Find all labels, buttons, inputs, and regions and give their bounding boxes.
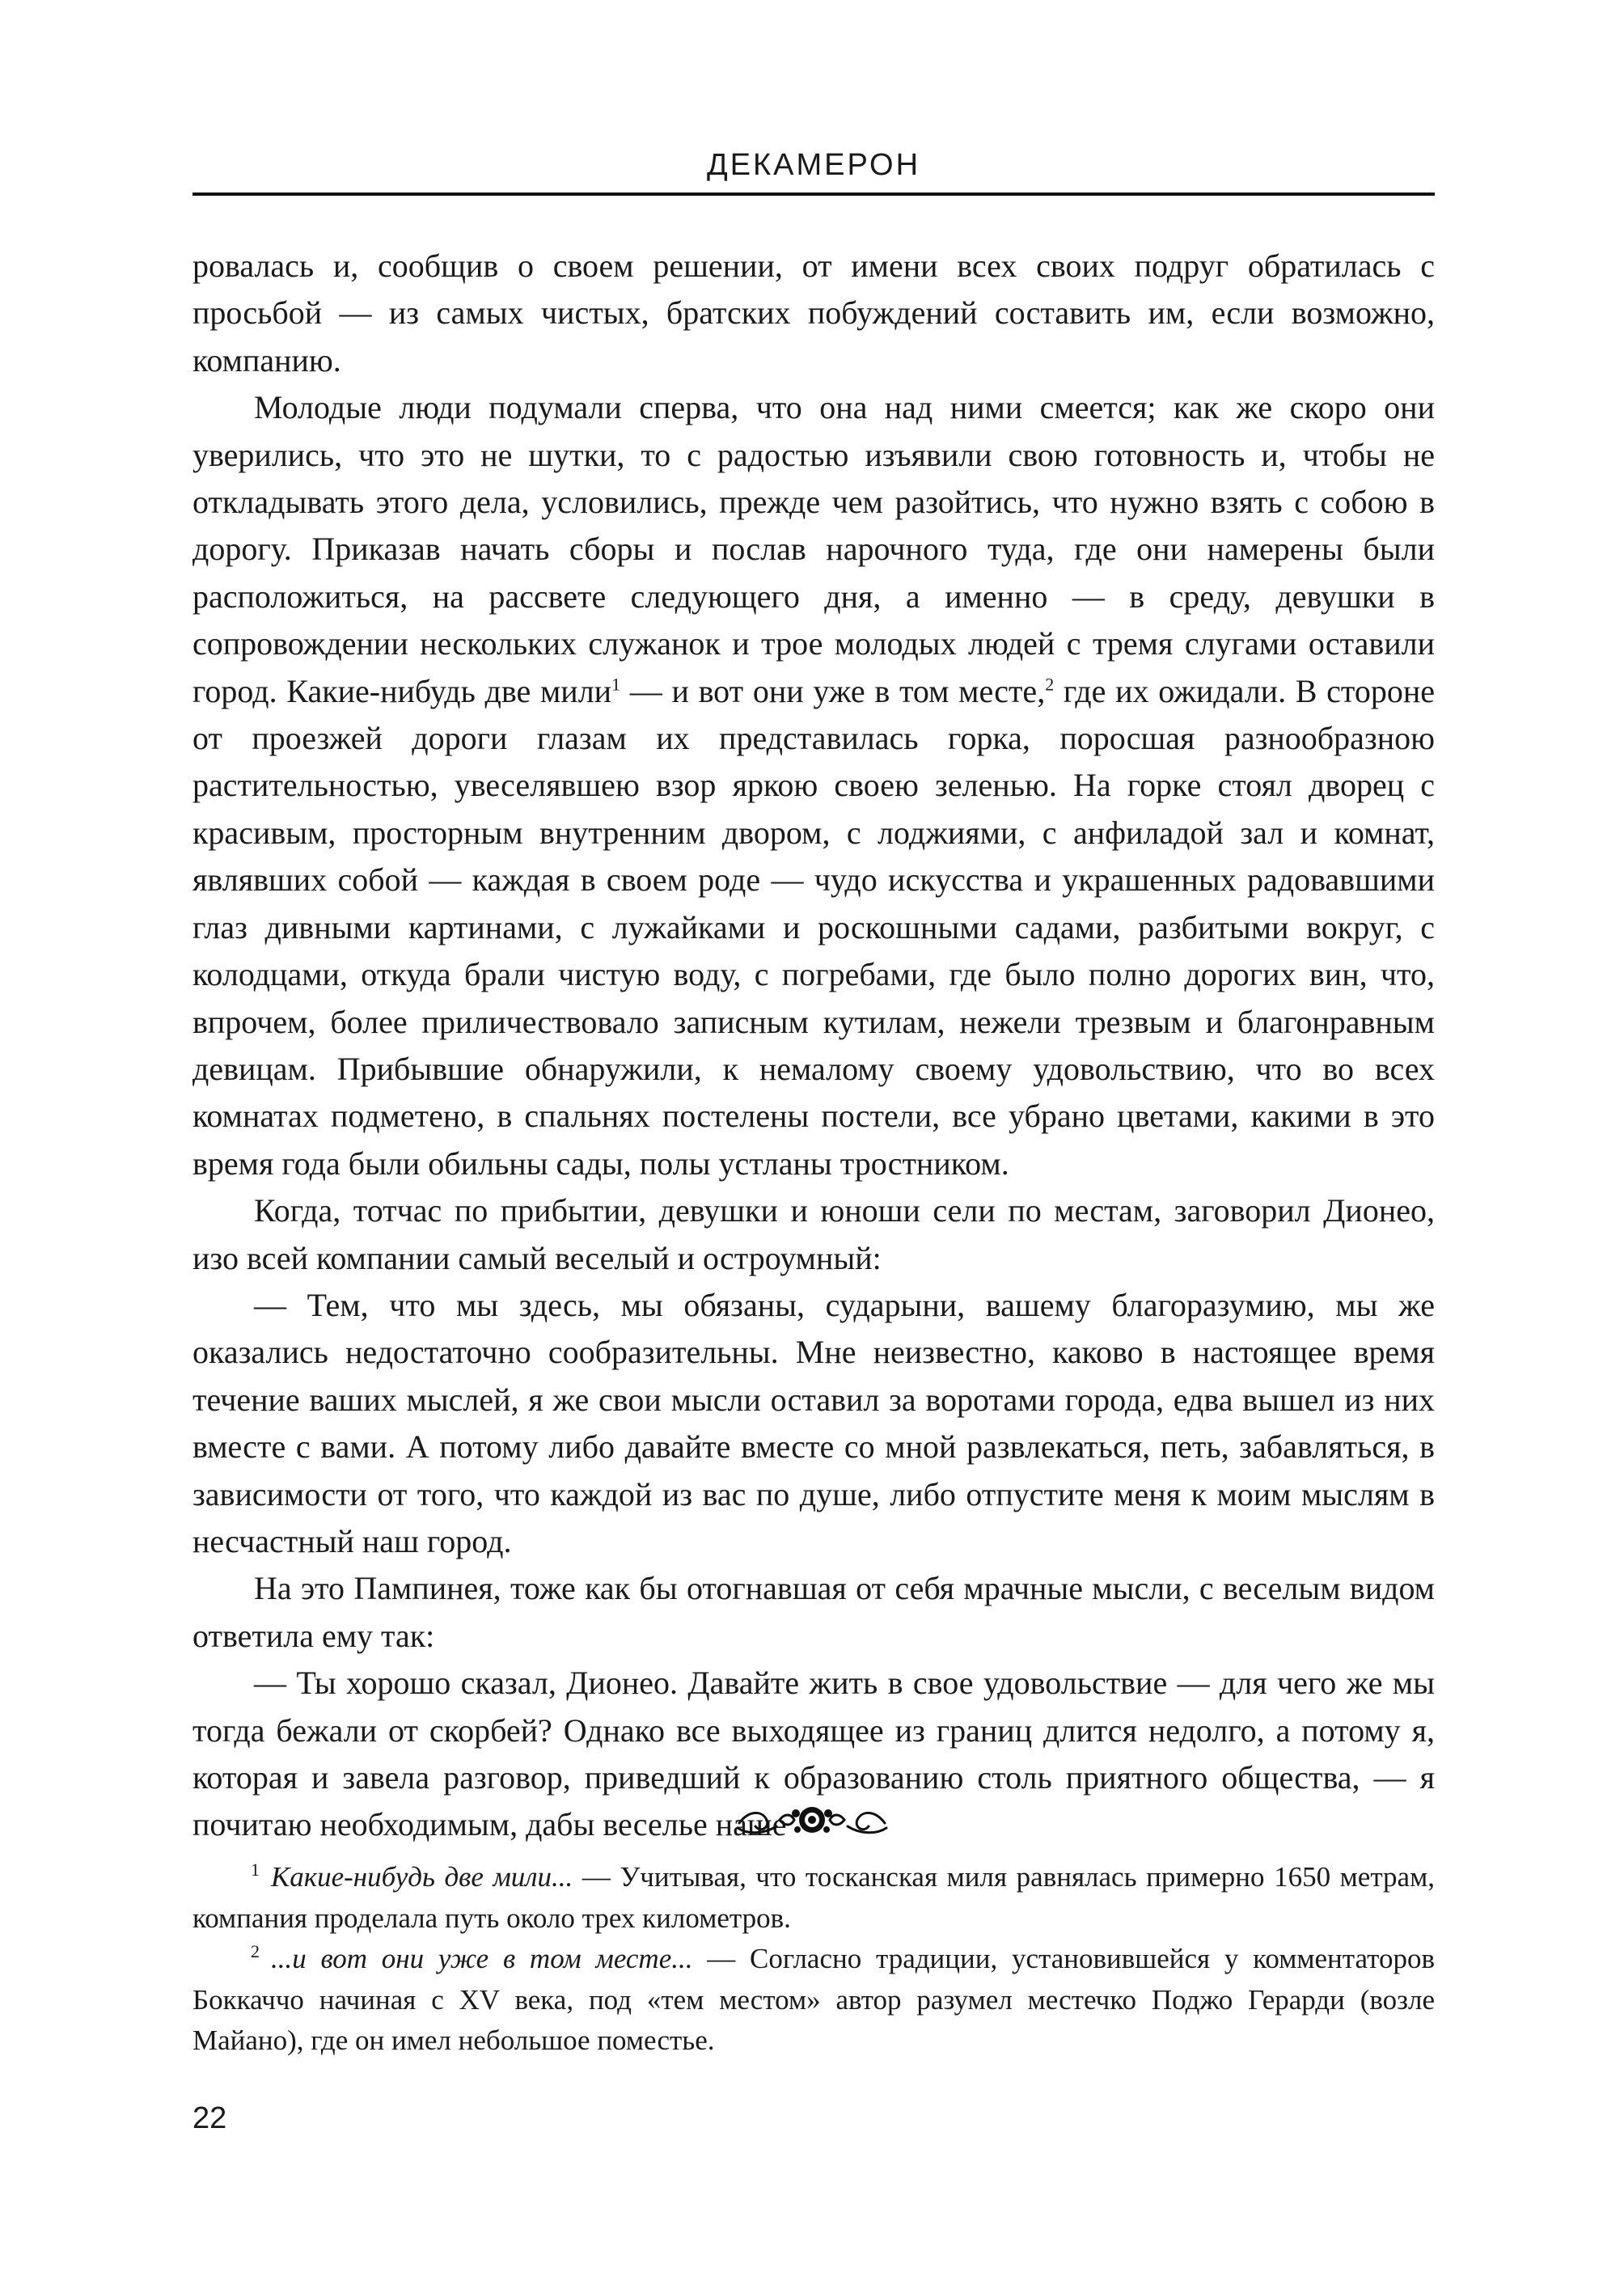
paragraph-text: где их ожидали. В стороне от проезжей дороги глазам их представилась горка, поросшая разнообразною растительностью, увеселявшею взор яркою своею зеленью. На горке стоял дворец с красивым, просторным внутренним двором, с лоджиями, с анфиладой зал и комнат, являвших собой — каждая в своем роде — чудо искусства и украшенных радовавшими глаз дивными картинами, с лужайками и роскошными садами, разбитыми вокруг, с колодцами, откуда брали чистую воду, с погребами, где было полно дорогих вин, что, впрочем, более приличествовало записным кутилам, нежели трезвым и благонравным девицам. Прибывшие обнаружили, к немалому своему удовольствию, что во всех комнатах подметено, в спальнях постелены постели, все убрано цветами, какими в это время года были обильны сады, полы устланы тростником.	[192, 672, 1435, 1182]
footnote-number: 1	[251, 1859, 260, 1881]
footnote-title: Какие-нибудь две мили...	[271, 1861, 573, 1893]
footnote-number: 2	[251, 1941, 260, 1962]
paragraph: На это Пампинея, тоже как бы отогнавшая от себя мрачные мысли, с веселым видом ответила ему так:	[192, 1570, 1435, 1654]
footnote-ref[interactable]: 2	[1045, 674, 1055, 695]
paragraph-text: — и вот они уже в том месте,	[620, 672, 1046, 709]
footnote-text: — Согласно традиции, установившейся у комментаторов Боккаччо начиная с XV века, под «тем местом» автор разумел местечко Поджо Герарди (возле Майано), где он имел небольшое поместье.	[192, 1943, 1435, 2056]
paragraph: ровалась и, сообщив о своем решении, от имени всех своих подруг обратилась с просьбой — из самых чистых, братских побуждений составить им, если возможно, компанию.	[192, 247, 1435, 379]
footnote-text: — Учитывая, что тосканская миля равнялась примерно 1650 метрам, компания проделала путь около трех километров.	[192, 1861, 1435, 1934]
footnote-ref[interactable]: 1	[611, 674, 621, 695]
paragraph: Когда, тотчас по прибытии, девушки и юноши сели по местам, заговорил Дионео, изо всей компании самый веселый и остроумный:	[192, 1192, 1435, 1276]
footnote	[192, 1939, 1435, 2062]
paragraph: — Тем, что мы здесь, мы обязаны, сударыни, вашему благоразумию, мы же оказались недостаточно сообразительны. Мне неизвестно, каково в настоящее время течение ваших мыслей, я же свои мысли оставил за воротами города, едва вышел из них вместе с вами. А потому либо давайте вместе со мной развлекаться, петь, забавляться, в зависимости от того, что каждой из вас по душе, либо отпустите меня к моим мыслям в несчастный наш город.	[192, 1286, 1435, 1559]
footnotes	[192, 1857, 1435, 2062]
page-number: 22	[192, 2101, 227, 2135]
running-title: ДЕКАМЕРОН	[706, 148, 921, 182]
main-text	[192, 243, 1435, 1849]
footnote-title: ...и вот они уже в том месте...	[271, 1943, 693, 1974]
paragraph: — Ты хорошо сказал, Дионео. Давайте жить в свое удовольствие — для чего же мы тогда бежали от скорбей? Однако все выходящее из границ длится недолго, а потому я, которая и завела разговор, приведший к образованию столь приятного общества, — я почитаю необходимым, дабы веселье наше	[192, 1665, 1435, 1843]
header-rule	[192, 192, 1435, 196]
paragraph-text: Молодые люди подумали сперва, что она над ними смеется; как же скоро они уверились, что это не шутки, то с радостью изъявили свою готовность и, чтобы не откладывать этого дела, условились, прежде чем разойтись, что нужно взять с собою в дорогу. Приказав начать сборы и послав нарочного туда, где они намерены были расположиться, на рассвете следующего дня, а именно — в среду, девушки в сопровождении нескольких служанок и трое молодых людей с тремя слугами оставили город. Какие-нибудь две мили	[192, 389, 1435, 709]
footnote	[192, 1857, 1435, 1939]
floral-divider-icon	[731, 1796, 893, 1844]
paragraph	[192, 384, 1435, 1187]
